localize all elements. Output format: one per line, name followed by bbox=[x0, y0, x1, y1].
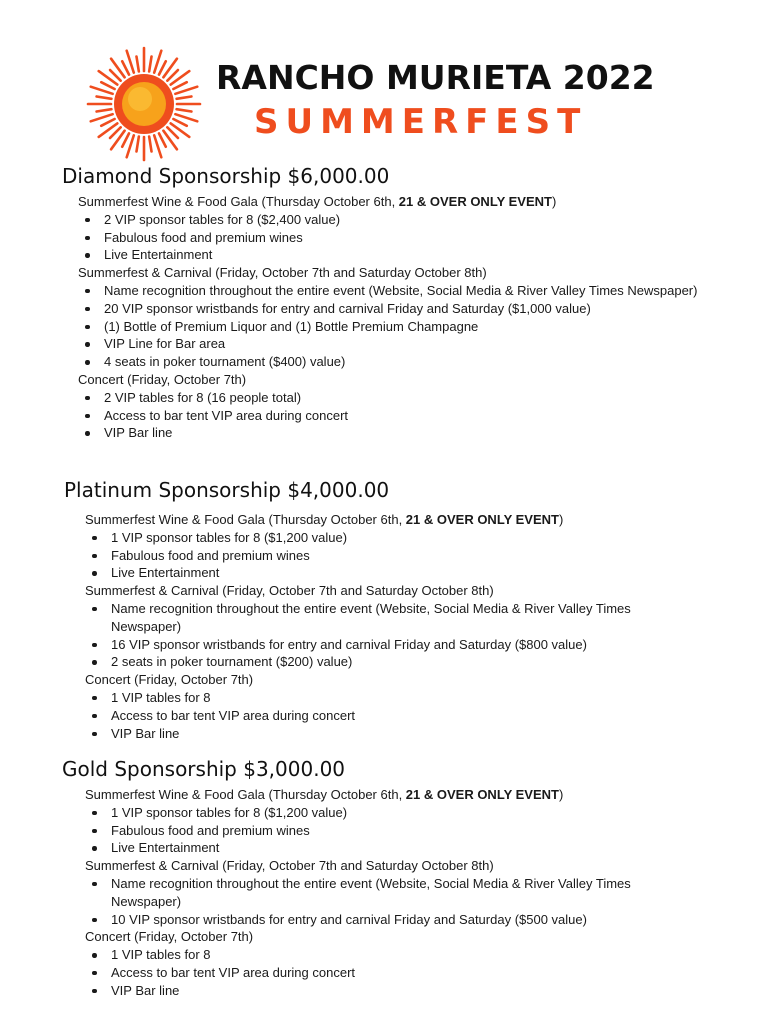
concert-list bbox=[85, 689, 710, 742]
sun-ray bbox=[173, 119, 186, 126]
section-body bbox=[0, 193, 698, 442]
carnival-heading: Summerfest & Carnival (Friday, October 7th and Saturday October 8th) bbox=[78, 265, 487, 281]
event-title: RANCHO MURIETA 2022 bbox=[216, 58, 655, 97]
section-body bbox=[0, 786, 710, 1000]
sun-ray bbox=[177, 109, 192, 111]
section-title: Gold Sponsorship $3,000.00 bbox=[62, 757, 346, 781]
list-item: 2 seats in poker tournament ($200) value) bbox=[85, 653, 656, 671]
carnival-list bbox=[78, 282, 698, 371]
list-item: 16 VIP sponsor wristbands for entry and carnival Friday and Saturday ($800 value) bbox=[85, 636, 656, 654]
list-item: Access to bar tent VIP area during concert bbox=[78, 407, 698, 425]
list-item: Live Entertainment bbox=[85, 564, 656, 582]
list-item: 1 VIP sponsor tables for 8 ($1,200 value) bbox=[85, 804, 656, 822]
list-item: 4 seats in poker tournament ($400) value) bbox=[78, 353, 698, 371]
list-item: 1 VIP sponsor tables for 8 ($1,200 value) bbox=[85, 529, 656, 547]
gala-list bbox=[85, 529, 710, 582]
list-item: VIP Bar line bbox=[85, 725, 656, 743]
gala-list bbox=[85, 804, 710, 857]
carnival-list bbox=[85, 600, 710, 671]
sun-icon bbox=[84, 44, 204, 164]
platinum-sponsorship-section bbox=[0, 477, 770, 742]
list-item: 1 VIP tables for 8 bbox=[85, 689, 656, 707]
sun-ray bbox=[149, 137, 151, 152]
section-title: Diamond Sponsorship $6,000.00 bbox=[62, 164, 390, 188]
section-body bbox=[0, 511, 710, 742]
sun-ray bbox=[101, 119, 114, 126]
list-item: Fabulous food and premium wines bbox=[85, 547, 656, 565]
list-item: Access to bar tent VIP area during concert bbox=[85, 707, 656, 725]
list-item: 1 VIP tables for 8 bbox=[85, 946, 656, 964]
diamond-sponsorship-section bbox=[0, 163, 770, 442]
list-item: 2 VIP sponsor tables for 8 ($2,400 value) bbox=[78, 211, 698, 229]
carnival-heading: Summerfest & Carnival (Friday, October 7th and Saturday October 8th) bbox=[85, 858, 494, 874]
header bbox=[0, 0, 770, 160]
gold-sponsorship-section bbox=[0, 756, 770, 1000]
gala-heading: Summerfest Wine & Food Gala (Thursday October 6th, 21 & OVER ONLY EVENT) bbox=[78, 194, 557, 209]
list-item: Name recognition throughout the entire event (Website, Social Media & River Valley Times Newspaper) bbox=[85, 600, 656, 636]
section-title: Platinum Sponsorship $4,000.00 bbox=[64, 478, 390, 502]
gala-heading: Summerfest Wine & Food Gala (Thursday October 6th, 21 & OVER ONLY EVENT) bbox=[85, 787, 564, 802]
list-item: (1) Bottle of Premium Liquor and (1) Bottle Premium Champagne bbox=[78, 318, 698, 336]
list-item: VIP Bar line bbox=[85, 982, 656, 1000]
list-item: Name recognition throughout the entire event (Website, Social Media & River Valley Times Newspaper) bbox=[85, 875, 656, 911]
list-item: Live Entertainment bbox=[85, 839, 656, 857]
sun-ray bbox=[173, 82, 186, 89]
list-item: Fabulous food and premium wines bbox=[85, 822, 656, 840]
sun-ray bbox=[122, 61, 129, 74]
list-item: Fabulous food and premium wines bbox=[78, 229, 698, 247]
sun-ray bbox=[159, 61, 166, 74]
sun-ray bbox=[149, 57, 151, 72]
list-item: VIP Bar line bbox=[78, 424, 698, 442]
concert-list bbox=[85, 946, 710, 999]
sun-ray bbox=[97, 96, 112, 98]
concert-heading: Concert (Friday, October 7th) bbox=[85, 929, 254, 945]
gala-heading: Summerfest Wine & Food Gala (Thursday October 6th, 21 & OVER ONLY EVENT) bbox=[85, 512, 564, 527]
sun-ray bbox=[101, 82, 114, 89]
gala-list bbox=[78, 211, 698, 264]
list-item: Access to bar tent VIP area during concert bbox=[85, 964, 656, 982]
carnival-heading: Summerfest & Carnival (Friday, October 7th and Saturday October 8th) bbox=[85, 583, 494, 599]
sun-ray bbox=[97, 109, 112, 111]
event-subtitle: SUMMERFEST bbox=[254, 102, 588, 142]
list-item: 2 VIP tables for 8 (16 people total) bbox=[78, 389, 698, 407]
list-item: VIP Line for Bar area bbox=[78, 335, 698, 353]
list-item: 20 VIP sponsor wristbands for entry and carnival Friday and Saturday ($1,000 value) bbox=[78, 300, 698, 318]
concert-heading: Concert (Friday, October 7th) bbox=[78, 371, 247, 387]
sun-ray bbox=[159, 133, 166, 146]
sun-ray bbox=[122, 133, 129, 146]
concert-heading: Concert (Friday, October 7th) bbox=[85, 672, 254, 688]
sun-ray bbox=[136, 137, 138, 152]
list-item: 10 VIP sponsor wristbands for entry and carnival Friday and Saturday ($500 value) bbox=[85, 911, 656, 929]
sun-ray bbox=[177, 96, 192, 98]
concert-list bbox=[78, 389, 698, 442]
list-item: Live Entertainment bbox=[78, 246, 698, 264]
carnival-list bbox=[85, 875, 710, 928]
list-item: Name recognition throughout the entire event (Website, Social Media & River Valley Times Newspaper) bbox=[78, 282, 698, 300]
sun-ray bbox=[136, 57, 138, 72]
